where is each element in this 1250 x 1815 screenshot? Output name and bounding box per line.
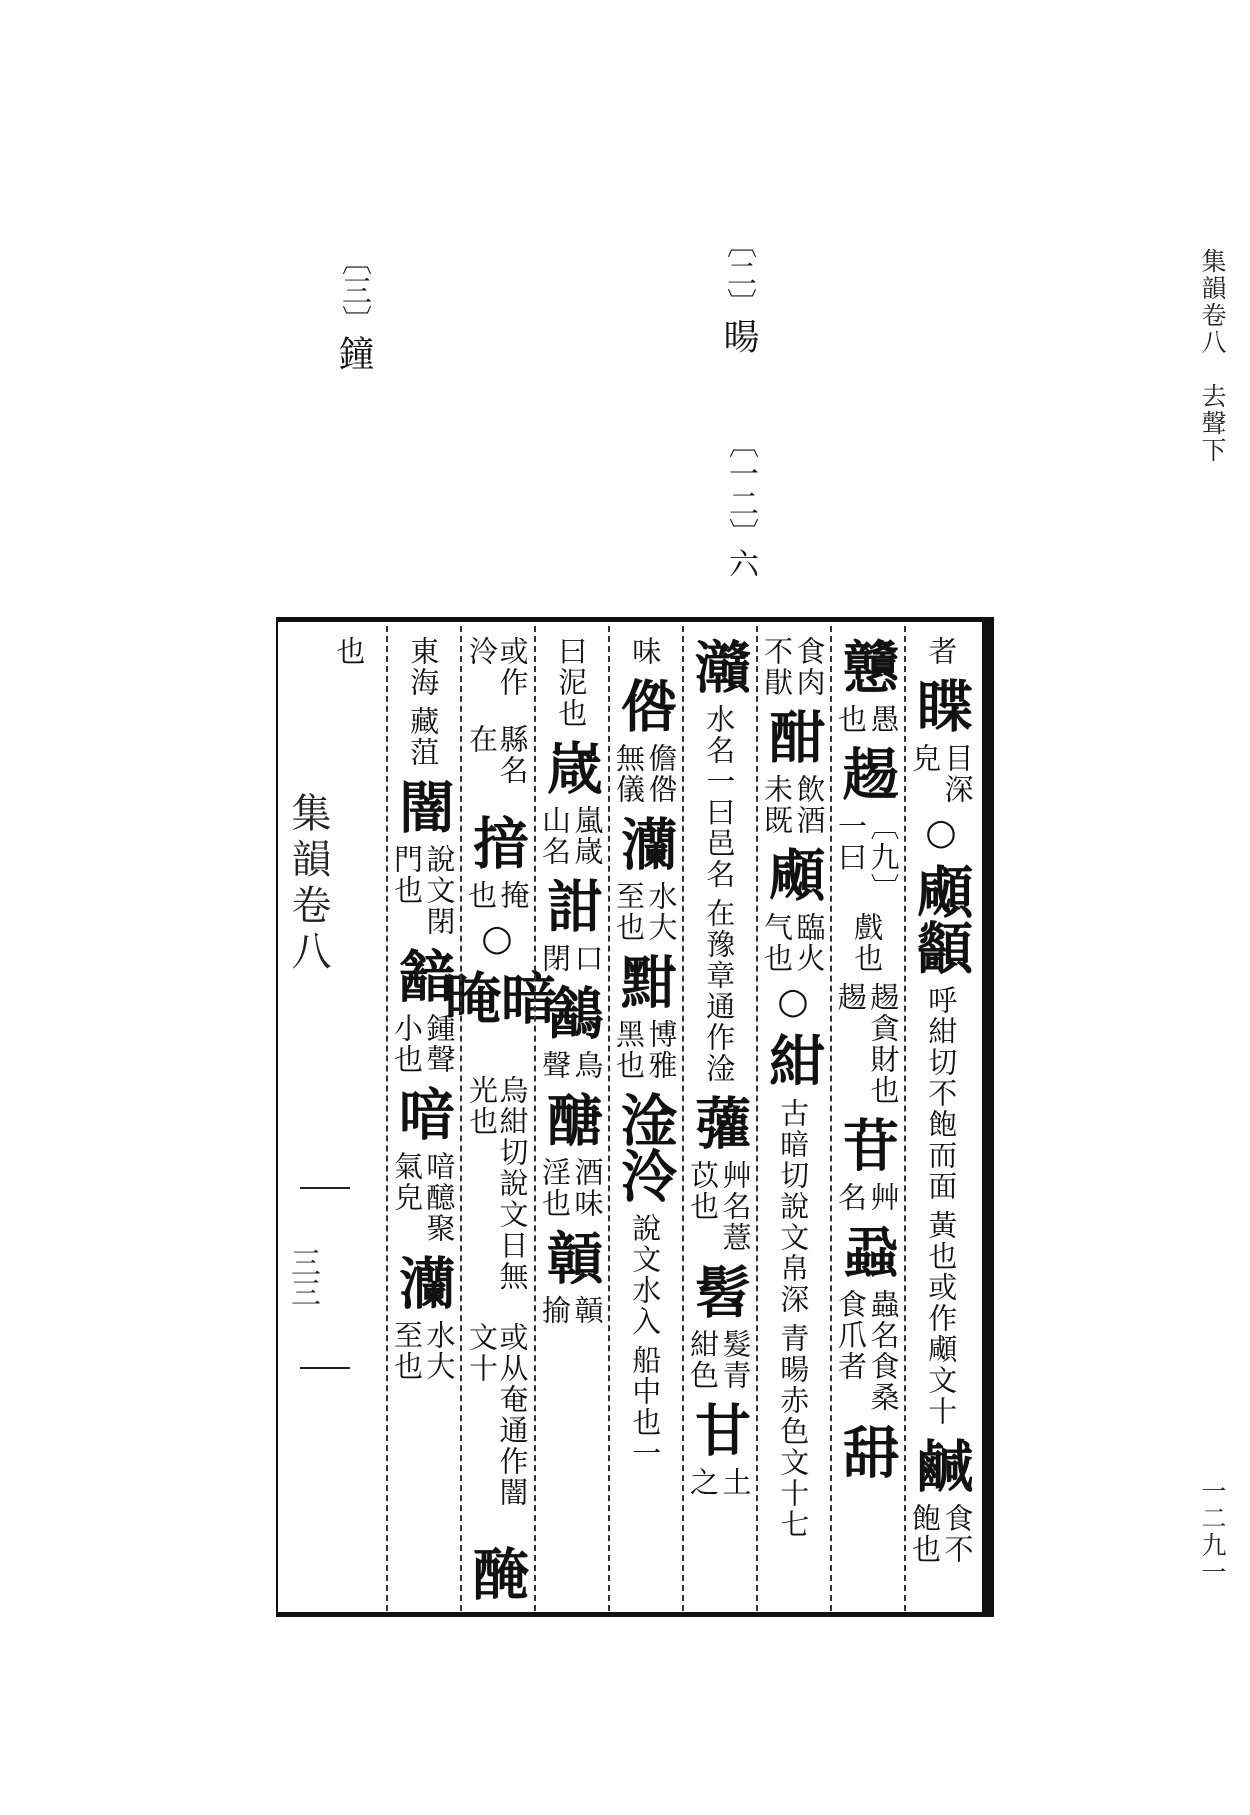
- gloss-line: 蟲名食桑: [866, 1289, 901, 1413]
- rhyme-group-marker: ○: [777, 981, 809, 1022]
- gloss-line: 〔九〕: [866, 811, 901, 904]
- gloss-line: 一曰: [834, 811, 868, 873]
- double-line-gloss: [762, 636, 825, 698]
- column-entries: [756, 632, 830, 1607]
- gloss-text: 東海: [406, 636, 441, 698]
- double-line-gloss: [688, 1160, 751, 1253]
- gloss-line: 目深: [940, 743, 975, 805]
- note-ref: 〔一二〕六: [723, 428, 758, 578]
- gloss-line: 飲酒: [792, 774, 827, 836]
- double-line-gloss: [762, 774, 825, 836]
- gloss-line: 氣皃: [390, 1151, 424, 1213]
- column-entries: [904, 632, 978, 1607]
- double-line-gloss: [392, 1151, 455, 1244]
- gloss-line: 食爪者: [834, 1289, 868, 1382]
- headword: 暗晻: [436, 968, 558, 1025]
- gloss-line: 儋倃: [644, 743, 679, 805]
- double-line-gloss: [392, 1320, 455, 1382]
- headword: 䞶: [834, 745, 900, 801]
- text-column: [756, 632, 830, 1607]
- headword: 詌: [538, 877, 604, 933]
- headword: 嵅: [538, 739, 604, 795]
- headword: 黚: [612, 953, 678, 1009]
- gloss-line: 也: [464, 879, 498, 911]
- gloss-text: 味: [628, 636, 663, 667]
- column-divider: [386, 626, 388, 1611]
- column-divider: [534, 626, 536, 1611]
- note-3-bracket: 〔三〕: [336, 245, 371, 335]
- column-entries: [312, 632, 386, 1607]
- column-entries: [534, 632, 608, 1607]
- headword: 闇: [390, 778, 456, 834]
- double-line-gloss: [392, 844, 455, 937]
- double-line-gloss: [762, 912, 825, 974]
- gloss-line: 嵐嵅: [570, 805, 605, 867]
- note-2-char: 暘: [718, 318, 759, 354]
- gloss-text: 或从奄通作闇文十: [465, 1322, 530, 1509]
- text-column: [682, 632, 756, 1607]
- headword: 戇: [834, 638, 900, 694]
- text-column: [312, 632, 386, 1607]
- double-line-gloss: [540, 1295, 603, 1326]
- headword: 䳺: [538, 984, 604, 1040]
- double-line-gloss: [910, 1503, 973, 1565]
- headword: 揞: [464, 813, 530, 870]
- double-line-gloss: [614, 1019, 677, 1081]
- column-entries: [608, 632, 682, 1607]
- headword: 顑: [760, 846, 826, 902]
- text-block: [276, 617, 994, 1617]
- double-line-gloss: [910, 743, 973, 805]
- double-line-gloss: [540, 805, 603, 867]
- gloss-line: 聲: [538, 1050, 572, 1081]
- gloss-line: 䞶: [834, 982, 868, 1013]
- text-column: [904, 632, 978, 1607]
- column-divider: [904, 626, 906, 1611]
- double-line-gloss: [392, 1013, 455, 1075]
- gloss-line: 鳥: [570, 1050, 605, 1081]
- gloss-line: 也: [834, 704, 868, 735]
- gloss-line: 閉: [538, 943, 572, 974]
- gloss-line: 食不: [940, 1503, 975, 1565]
- double-line-gloss: [836, 1182, 899, 1213]
- headword: 淦泠: [612, 1091, 678, 1203]
- gloss-line: 土: [718, 1467, 753, 1498]
- gloss-line: 愚: [866, 704, 901, 735]
- gloss-line: 苡也: [686, 1160, 720, 1222]
- gloss-line: 黑也: [612, 1019, 646, 1081]
- double-line-gloss: [688, 1467, 751, 1498]
- column-divider: [756, 626, 758, 1611]
- gloss-text: 藏菹: [406, 706, 441, 768]
- gloss-line: 名: [834, 1182, 868, 1213]
- gloss-line: 掩: [496, 879, 531, 911]
- gloss-text: 戲也: [850, 912, 885, 974]
- gloss-line: 紺色: [686, 1329, 720, 1391]
- gloss-text: 水名一曰邑名: [702, 704, 737, 890]
- note-2: [713, 228, 764, 354]
- text-column: [830, 632, 904, 1607]
- gloss-line: 水大: [422, 1320, 457, 1382]
- gloss-line: 之: [686, 1467, 720, 1498]
- note-3-char: 鐘: [333, 335, 374, 371]
- headword: 酣: [760, 708, 826, 764]
- gloss-line: 酒味: [570, 1157, 605, 1219]
- gloss-line: 至也: [390, 1320, 424, 1382]
- gloss-text: 或作泠: [465, 636, 530, 698]
- headword: 蝨: [834, 1223, 900, 1279]
- gloss-text: 古暗切說文帛深: [776, 1098, 811, 1315]
- gloss-text: 曰泥也: [554, 636, 589, 729]
- double-line-gloss: [836, 1289, 899, 1413]
- gloss-line: 不猒: [760, 636, 794, 698]
- fold-margin: [278, 622, 331, 1612]
- double-line-gloss: [836, 704, 899, 735]
- page-number: 一二九一: [1198, 1478, 1227, 1586]
- gloss-text: 船中也一: [628, 1345, 663, 1469]
- headword: 贑: [538, 1229, 604, 1285]
- fold-label: 集韻卷八: [285, 792, 331, 976]
- headword: 醣: [538, 1091, 604, 1147]
- gloss-line: 口: [570, 943, 605, 974]
- headword: 韽: [390, 947, 456, 1003]
- double-line-gloss: [614, 743, 677, 805]
- gloss-line: 食肉: [792, 636, 827, 698]
- column-entries: [830, 632, 904, 1607]
- gloss-line: 皃: [908, 743, 942, 774]
- column-entries: [386, 632, 460, 1607]
- double-line-gloss: [466, 880, 529, 911]
- gloss-line: 喑醷聚: [422, 1151, 457, 1244]
- gloss-line: 臨火: [792, 912, 827, 974]
- headword: 甘: [686, 1401, 752, 1457]
- double-line-gloss: [836, 982, 899, 1106]
- column-entries: [682, 632, 756, 1607]
- double-line-gloss: [540, 1157, 603, 1219]
- gloss-text: 呼紺切不飽而面: [924, 985, 959, 1202]
- fold-leaf-number: 三三: [285, 1247, 320, 1307]
- headword: 灨: [686, 638, 752, 694]
- gloss-line: 艸: [866, 1182, 901, 1213]
- headword: 喑: [390, 1085, 456, 1141]
- gloss-line: 气也: [760, 912, 794, 974]
- headword: 鹹: [908, 1437, 974, 1493]
- gloss-line: 艸名薏: [718, 1160, 753, 1253]
- gloss-line: 髮青: [718, 1329, 753, 1391]
- gloss-line: 飽也: [908, 1503, 942, 1565]
- gloss-text: 烏紺切說文日無光也: [465, 1074, 530, 1292]
- gloss-text: 青暘赤色文十七: [776, 1323, 811, 1540]
- rhyme-group-marker: ○: [481, 917, 513, 959]
- double-line-gloss: [614, 881, 677, 943]
- gloss-line: 門也: [390, 844, 424, 906]
- headword: 紺: [760, 1032, 826, 1088]
- column-divider: [460, 626, 462, 1611]
- rhyme-group-marker: ○: [925, 812, 957, 853]
- headword: 虇: [686, 1094, 752, 1150]
- double-line-gloss: [836, 811, 899, 904]
- headword: 倃: [612, 677, 678, 733]
- double-line-gloss: [688, 1329, 751, 1391]
- gloss-line: 無儀: [612, 743, 646, 805]
- gloss-line: 說文閉: [422, 844, 457, 937]
- gloss-line: 䞶貪財也: [866, 982, 901, 1106]
- headword: 髫: [686, 1263, 752, 1319]
- gloss-text: 在豫章通作淦: [702, 898, 737, 1084]
- headword: 醃: [464, 1545, 530, 1601]
- gloss-line: 山名: [538, 805, 572, 867]
- gloss-line: 贑: [570, 1295, 605, 1326]
- headword: 䑙: [834, 1423, 900, 1479]
- gloss-text: 縣名在: [465, 723, 530, 786]
- text-column: [534, 632, 608, 1607]
- headword: 䁋: [908, 677, 974, 733]
- gloss-line: 淫也: [538, 1157, 572, 1219]
- headword: 灡: [390, 1254, 456, 1310]
- gloss-line: 博雅: [644, 1019, 679, 1081]
- note-2-bracket: 〔二〕: [721, 228, 756, 318]
- note-3: [328, 245, 379, 371]
- gloss-line: 至也: [612, 881, 646, 943]
- gloss-text: 說文水入: [628, 1213, 663, 1337]
- column-divider: [830, 626, 832, 1611]
- headword: 顑顲: [908, 863, 974, 975]
- headword: 灡: [612, 815, 678, 871]
- text-column: [386, 632, 460, 1607]
- gloss-line: 水大: [644, 881, 679, 943]
- gloss-line: 鍾聲: [422, 1013, 457, 1075]
- headword: 苷: [834, 1116, 900, 1172]
- text-column: [608, 632, 682, 1607]
- gloss-line: 未既: [760, 774, 794, 836]
- running-head: 集韻卷八 去聲下: [1198, 248, 1227, 464]
- column-divider: [608, 626, 610, 1611]
- gloss-text: 黃也或作顑文十: [924, 1210, 959, 1427]
- gloss-line: 小也: [390, 1013, 424, 1075]
- gloss-text: 也: [332, 636, 367, 667]
- gloss-line: 揄: [538, 1295, 572, 1326]
- gloss-text: 者: [924, 636, 959, 667]
- column-divider: [682, 626, 684, 1611]
